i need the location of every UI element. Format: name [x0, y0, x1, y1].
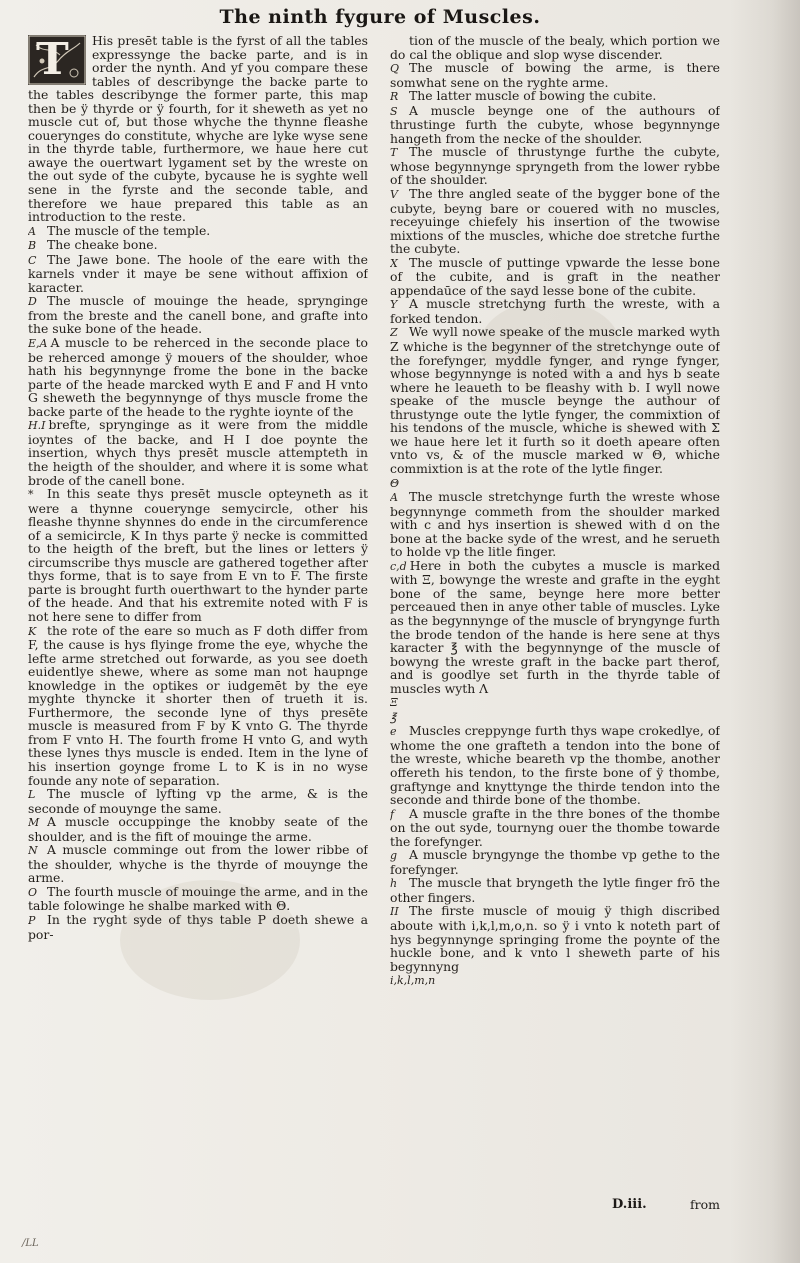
- paragraph-text: The firste muscle of mouig ÿ thigh discribed aboute with i,k,l,m,o,n. so ÿ i vnto k noteth part of hys begynnynge springing frome the poynte of the huckle bone, and k vnto l sheweth parte of his begynnyng: [390, 903, 720, 974]
- left-paragraph: [28, 815, 368, 843]
- paragraph-text: tion of the muscle of the bealy, which portion we do cal the oblique and slop wyse discender.: [390, 34, 720, 62]
- right-paragraph: [390, 490, 720, 559]
- right-paragraph: [390, 848, 720, 876]
- paragraph-mark: L: [28, 788, 36, 802]
- paragraph-text: The muscle of mouinge the heade, sprynginge from the breste and the canell bone, and grafte into the suke bone of the heade.: [28, 293, 368, 337]
- paragraph-mark: R: [390, 90, 399, 104]
- paragraph-mark: E,A: [28, 337, 48, 351]
- signature-mark: D.iii.: [612, 1197, 647, 1212]
- paragraph-text: His presēt table is the fyrst of all the tables expressynge the backe parte, and is in order the nynth. And yf you compare these tables of describynge the backe parte to the tables describynge the former parte, this map then be ÿ thyrde or ÿ fourth, for it sheweth as yet no muscle cut of, but those whyche the thynne fleashe couerynges do constitute, whyche are lyke wyse sene in the thyrde table, furthermore, we haue here cut awaye the ouertwart lygament set by the wreste on the out syde of the cubyte, bycause he is syghte well sene in the fyrste and the seconde table, and therefore we haue prepared this table as an introduction to the reste.: [28, 34, 368, 225]
- paragraph-mark: Q: [390, 62, 400, 76]
- paragraph-text: We wyll nowe speake of the muscle marked wyth Z whiche is the begynner of the stretchynge oute of the forefynger, myddle fynger, and rynge fynger, whose begynnynge is noted with a and hys b seate where he leaueth to be fleashy with b. I wyll nowe speake of the muscle beynge the authour of thrustynge oute the lytle fynger, the commixtion of his tendons of the muscle, whiche is shewed with Σ we haue here let it furth so it doeth apeare often vnto vs, & of the muscle marked w Θ, whiche commixtion is at the rote of the lytle finger.: [390, 324, 720, 476]
- paragraph-mark: O: [28, 885, 38, 899]
- right-paragraph: [390, 876, 720, 904]
- paragraph-mark: ℥: [390, 710, 397, 724]
- paragraph-text: brefte, sprynginge as it were from the middle ioyntes of the backe, and H I doe poynte the insertion, whych thys presēt muscle attempteth in the heigth of the shoulder, and where it is some what brode of the canell bone.: [28, 417, 368, 488]
- paragraph-text: A muscle comminge out from the lower ribbe of the shoulder, whyche is the thyrde of mouynge the arme.: [28, 842, 368, 886]
- paragraph-mark: B: [28, 239, 37, 253]
- paragraph-text: The muscle of puttinge vpwarde the lesse bone of the cubite, and is graft in the neather appendaūce of the sayd lesse bone of the cubite.: [390, 254, 720, 298]
- paragraph-text: The muscle stretchynge furth the wreste whose begynnynge commeth from the shoulder marked with c and hys insertion is shewed with d on the bone at the backe syde of the wrest, and he serueth to holde vp the litle finger.: [390, 489, 720, 560]
- paragraph-text: The Jawe bone. The hoole of the eare with the karnels vnder it maye be sene without affixion of karacter.: [28, 251, 368, 295]
- page-gutter-shadow: [730, 0, 800, 1263]
- paragraph-text: Here in both the cubytes a muscle is marked with Ξ, bowynge the wreste and grafte in the eyght bone of the same, beynge here more better perceaued then in anye other table of muscles. Lyke as the begynnynge of the muscle of bryngynge furth the brode tendon of the hande is here sene at thys karacter ℥ with the begynnynge of the muscle of bowyng the wreste graft in the backe part therof, and is goodlye set furth in the thyrde table of muscles wyth Λ: [390, 557, 720, 696]
- paragraph-text: The latter muscle of bowing the cubite.: [409, 88, 657, 104]
- right-paragraph: [390, 973, 720, 988]
- paragraph-mark: H.I: [28, 419, 46, 433]
- paragraph-mark: T: [390, 146, 398, 160]
- paragraph-text: the rote of the eare so much as F doth differ from F, the cause is hys flyinge frome the eye, whyche the lefte arme stretched out forwarde, as you see doeth euidentlye shewe, where as some man not haupnge knowledge in the optikes or iudgemēt by the eye myghte thyncke it shorter then of trueth it is. Furthermore, the seconde lyne of thys presēte muscle is measured from F by K vnto G. The thyrde from F vnto H. The fourth frome H vnto G, and wyth these lynes thys muscle is ended. Item in the lyne of his insertion goynge frome L to K is in no wyse founde any note of separation.: [28, 622, 368, 788]
- paragraph-mark: C: [28, 253, 37, 267]
- right-paragraph: [390, 325, 720, 475]
- right-paragraph: [390, 695, 720, 710]
- left-paragraph: [28, 253, 368, 295]
- left-paragraph: [28, 336, 368, 418]
- paragraph-text: A muscle grafte in the thre bones of the thombe on the out syde, tournyng ouer the thombe towarde the forefynger.: [390, 805, 720, 849]
- left-paragraph: [28, 238, 368, 253]
- paragraph-text: The thre angled seate of the bygger bone of the cubyte, beyng bare or couered with no muscles, receyuinge chiefely his insertion of the twowise mixtions of the muscles, whiche doe stretche furthe the cubyte.: [390, 186, 720, 257]
- left-paragraph: [28, 418, 368, 487]
- paragraph-mark: *: [28, 488, 34, 502]
- right-paragraph: [390, 61, 720, 89]
- right-column: [390, 34, 720, 1234]
- left-paragraph: [28, 487, 368, 623]
- left-column: [28, 34, 368, 1234]
- paragraph-mark: f: [390, 807, 395, 821]
- paragraph-text: In this seate thys presēt muscle opteyneth as it were a thynne couerynge semycircle, other his fleashe thynne shynnes do ende in the circumference of a semicircle, K In thys parte ÿ necke is committed to the heigth of the breft, but the lines or letters ÿ circumscribe thys muscle are gathered together after thys forme, that is to saye from E vn to F. The firste parte is brought furth ouerthwart to the hynder parte of the heade. And that his extremite noted with F is not here sene to differ from: [28, 486, 368, 624]
- right-paragraph: [390, 904, 720, 973]
- paragraph-mark: M: [28, 816, 40, 830]
- right-paragraph: [390, 559, 720, 695]
- paragraph-mark: P: [28, 914, 36, 927]
- right-paragraph: [390, 297, 720, 325]
- right-paragraph: [390, 34, 720, 61]
- right-paragraph: [390, 104, 720, 146]
- left-paragraph: [28, 624, 368, 788]
- paragraph-mark: Y: [390, 298, 398, 312]
- paragraph-mark: Ξ: [390, 696, 398, 710]
- paragraph-mark: e: [390, 725, 397, 739]
- paragraph-text: A muscle stretchyng furth the wreste, with a forked tendon.: [390, 296, 720, 326]
- paragraph-text: The muscle of thrustynge furthe the cubyte, whose begynnynge spryngeth from the lower rybbe of the shoulder.: [390, 144, 720, 188]
- paragraph-text: The muscle of the temple.: [47, 222, 211, 238]
- right-paragraph: [390, 807, 720, 849]
- running-head: The ninth fygure of Muscles.: [219, 6, 541, 28]
- left-paragraph: [28, 294, 368, 336]
- right-paragraph: [390, 256, 720, 298]
- right-paragraph: [390, 476, 720, 491]
- paragraph-text: Muscles creppynge furth thys wape crokedlye, of whome the one grafteth a tendon into the bone of the wreste, whiche beareth vp the thombe, another offereth his tendon, to the firste bone of ÿ thombe, graftynge and knyttynge the thirde tendon into the seconde and thirde bone of the thombe.: [390, 723, 720, 808]
- paragraph-mark: g: [390, 849, 398, 863]
- paragraph-mark: A: [28, 224, 36, 238]
- paragraph-mark: X: [390, 256, 398, 270]
- left-paragraph: [28, 885, 368, 913]
- right-paragraph: [390, 988, 720, 1002]
- paragraph-text: A muscle bryngynge the thombe vp gethe to the forefynger.: [390, 847, 720, 877]
- paragraph-mark: A: [390, 491, 398, 505]
- paragraph-text: The muscle that bryngeth the lytle finger frō the other fingers.: [390, 875, 720, 905]
- paragraph-text: A muscle occuppinge the knobby seate of the shoulder, and is the fift of mouinge the arme.: [28, 814, 368, 844]
- right-paragraph: [390, 724, 720, 806]
- left-paragraph: [28, 913, 368, 941]
- paragraph-text: A muscle beynge one of the authours of thrustinge furth the cubyte, whose begynnynge hangeth from the necke of the shoulder.: [390, 102, 720, 146]
- paragraph-text: In the ryght syde of thys table P doeth shewe a por-: [28, 912, 368, 942]
- paragraph-mark: K: [28, 624, 37, 638]
- paragraph-text: A muscle to be reherced in the seconde place to be reherced amonge ÿ mouers of the shoulder, whoe hath his begynnynge frome the bone in the backe parte of the heade marcked wyth E and F and H vnto G sheweth the begynnynge of thys muscle frome the backe parte of the heade to the ryghte ioynte of the: [28, 335, 368, 419]
- right-paragraph: [390, 187, 720, 256]
- right-paragraph: [390, 710, 720, 725]
- initial-letter: T: [36, 35, 69, 85]
- right-paragraph: [390, 145, 720, 187]
- paragraph-text: The muscle of bowing the arme, is there somwhat sene on the ryghte arme.: [390, 60, 720, 90]
- left-paragraph-intro: [28, 34, 368, 224]
- paragraph-mark: V: [390, 188, 398, 202]
- paragraph-mark: Θ: [390, 476, 400, 490]
- paragraph-mark: S: [390, 104, 398, 118]
- paragraph-mark: i,k,l,m,n: [390, 974, 436, 988]
- folio-note: /LL: [22, 1238, 39, 1249]
- paragraph-mark: h: [390, 877, 398, 891]
- left-paragraph: [28, 843, 368, 885]
- paragraph-text: The cheake bone.: [47, 237, 158, 253]
- catchword: from: [690, 1197, 720, 1212]
- paragraph-mark: II: [390, 905, 399, 919]
- left-paragraph: [28, 787, 368, 815]
- right-paragraph: [390, 89, 720, 104]
- left-paragraph: [28, 224, 368, 239]
- paragraph-text: The fourth muscle of mouinge the arme, and in the table folowinge he shalbe marked with Θ.: [28, 883, 368, 914]
- paragraph-text: The muscle of lyfting vp the arme, & is the seconde of mouynge the same.: [28, 786, 368, 816]
- paragraph-mark: Z: [390, 326, 398, 340]
- paragraph-mark: D: [28, 295, 37, 309]
- paragraph-mark: c,d: [390, 559, 407, 573]
- paragraph-mark: N: [28, 844, 38, 858]
